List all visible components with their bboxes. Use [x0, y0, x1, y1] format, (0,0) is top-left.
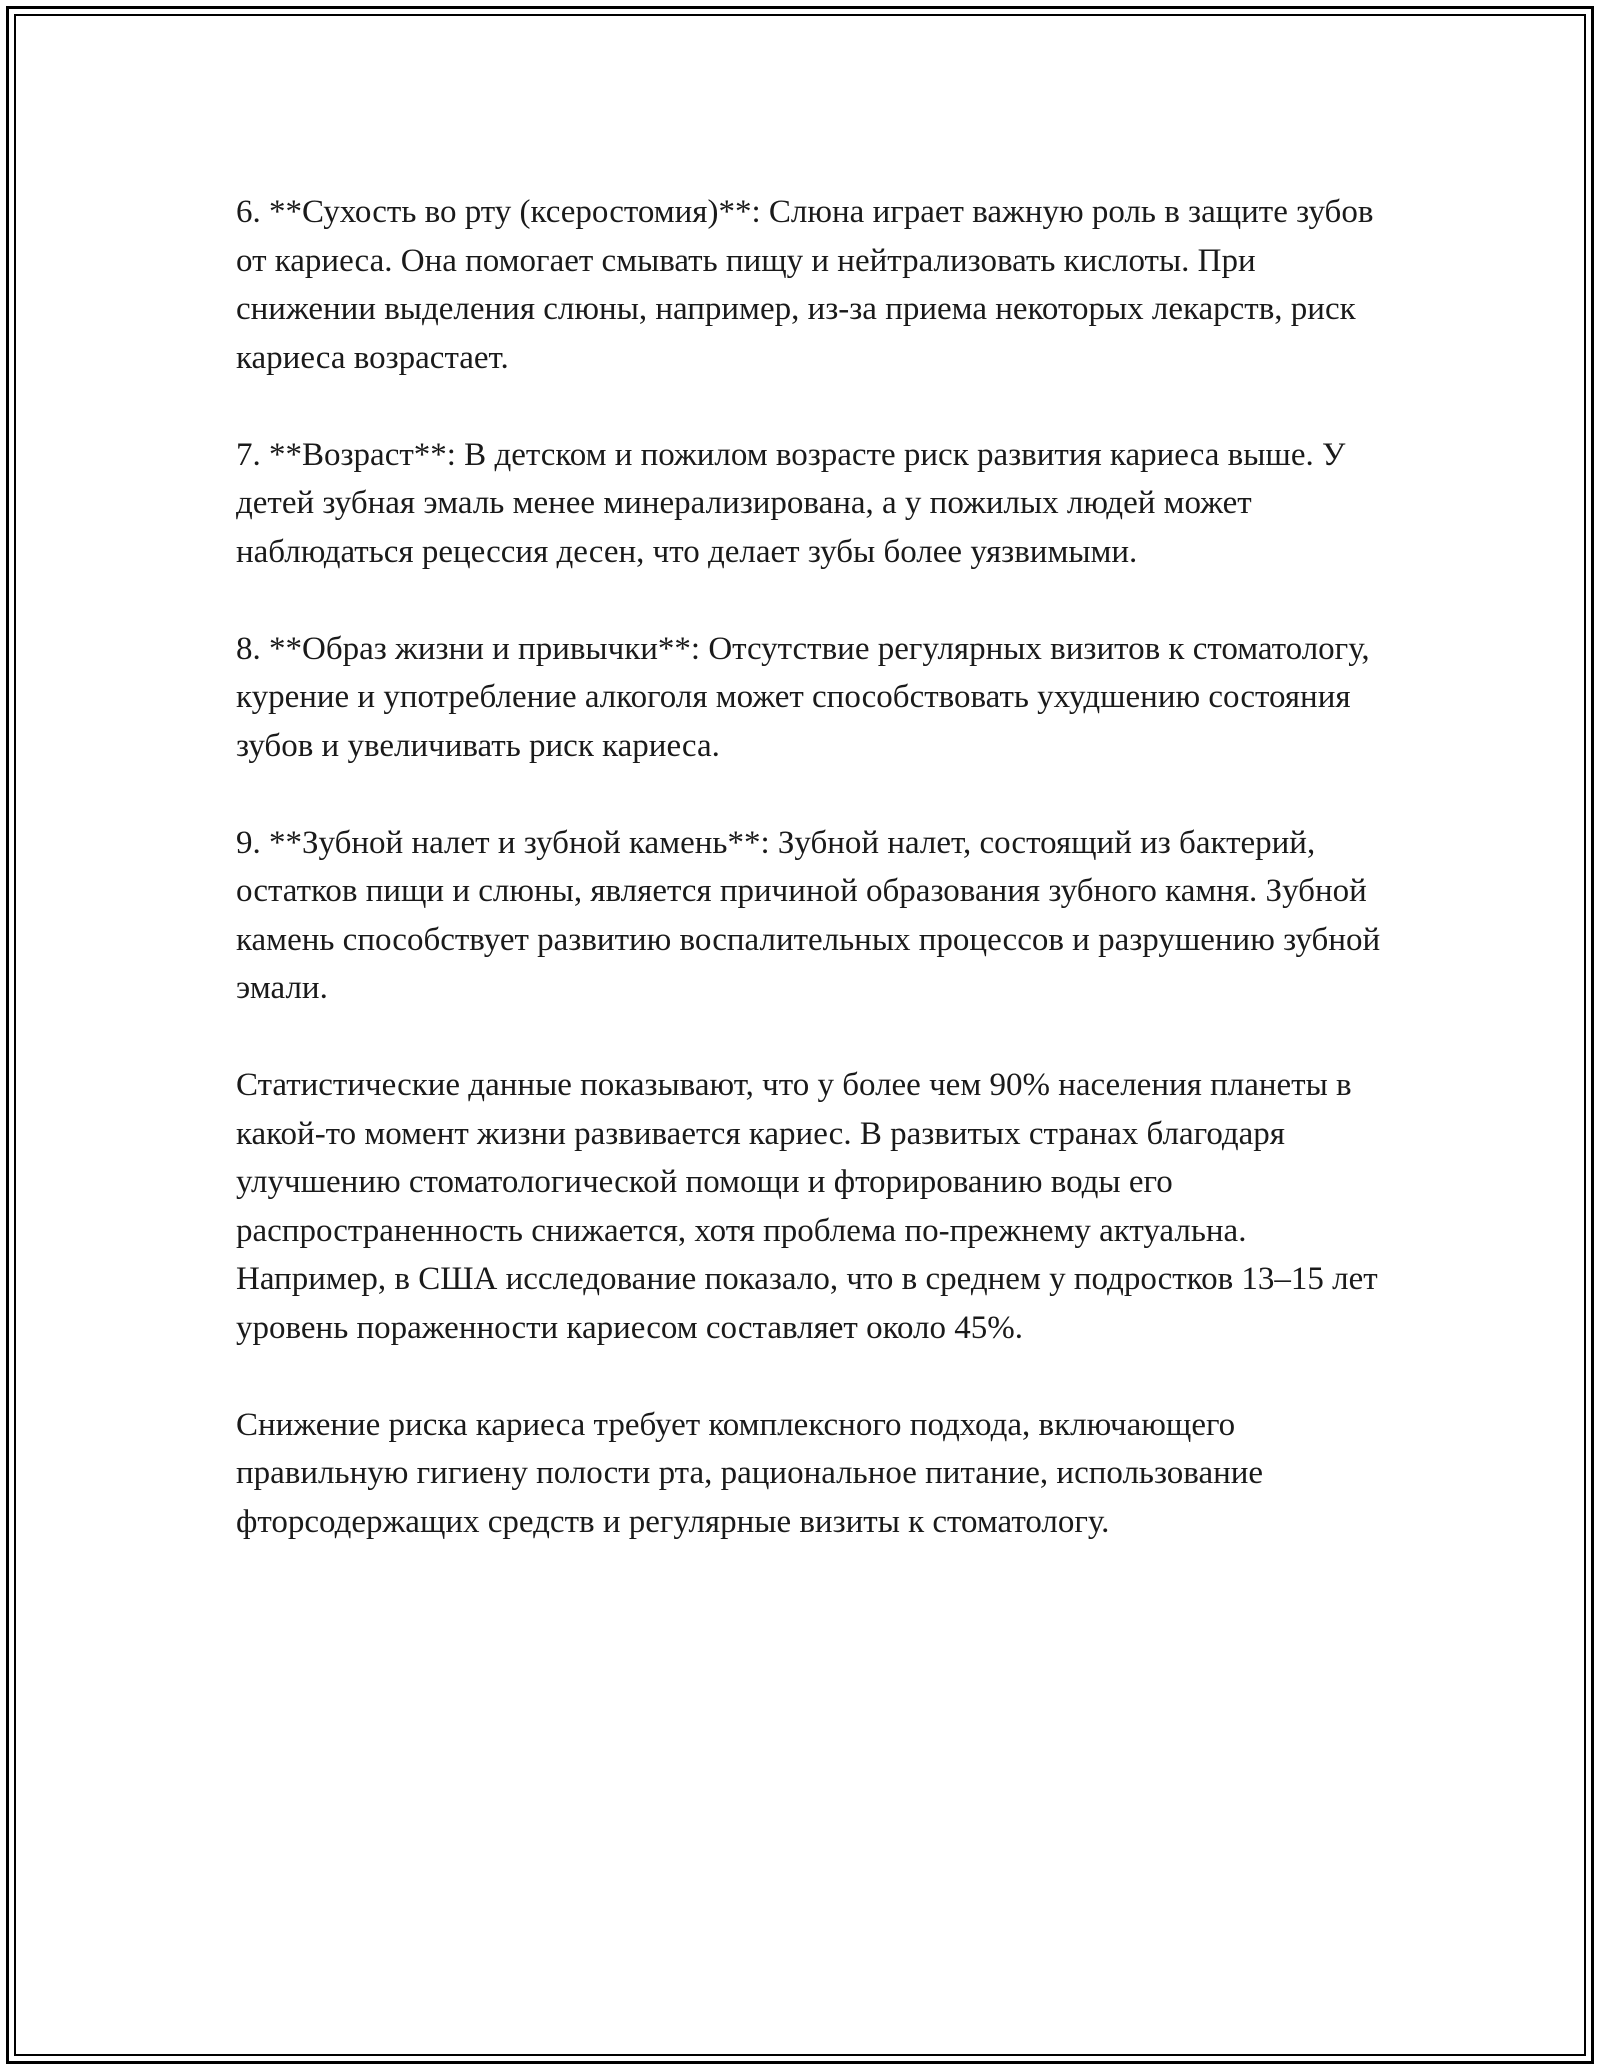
paragraph-lifestyle: 8. **Образ жизни и привычки**: Отсутствие регулярных визитов к стоматологу, курение и употребление алкоголя может способствовать ухудшению состояния зубов и увеличивать риск кариеса.: [236, 630, 1370, 764]
paragraph-dry-mouth: 6. **Сухость во рту (ксеростомия)**: Слюна играет важную роль в защите зубов от кариеса. Она помогает смывать пищу и нейтрализовать кислоты. При снижении выделения слюны, например, из-за приема некоторых лекарств, риск кариеса возрастает.: [236, 194, 1374, 376]
paragraph-statistics: Статистические данные показывают, что у более чем 90% населения планеты в какой-то момент жизни развивается кариес. В развитых странах благодаря улучшению стоматологической помощи и фторированию воды его распространенность снижается, хотя проблема по-прежнему актуальна. Например, в США исследование показало, что в среднем у подростков 13–15 лет уровень пораженности кариесом составляет около 45%.: [236, 1067, 1378, 1346]
paragraph-age: 7. **Возраст**: В детском и пожилом возрасте риск развития кариеса выше. У детей зубная эмаль менее минерализирована, а у пожилых людей может наблюдаться рецессия десен, что делает зубы более уязвимыми.: [236, 436, 1346, 570]
document-body: [236, 188, 1386, 1595]
paragraph-plaque-tartar: 9. **Зубной налет и зубной камень**: Зубной налет, состоящий из бактерий, остатков пищи и слюны, является причиной образования зубного камня. Зубной камень способствует развитию воспалительных процессов и разрушению зубной эмали.: [236, 824, 1381, 1006]
paragraph-prevention: Снижение риска кариеса требует комплексного подхода, включающего правильную гигиену полости рта, рациональное питание, использование фторсодержащих средств и регулярные визиты к стоматологу.: [236, 1406, 1264, 1540]
